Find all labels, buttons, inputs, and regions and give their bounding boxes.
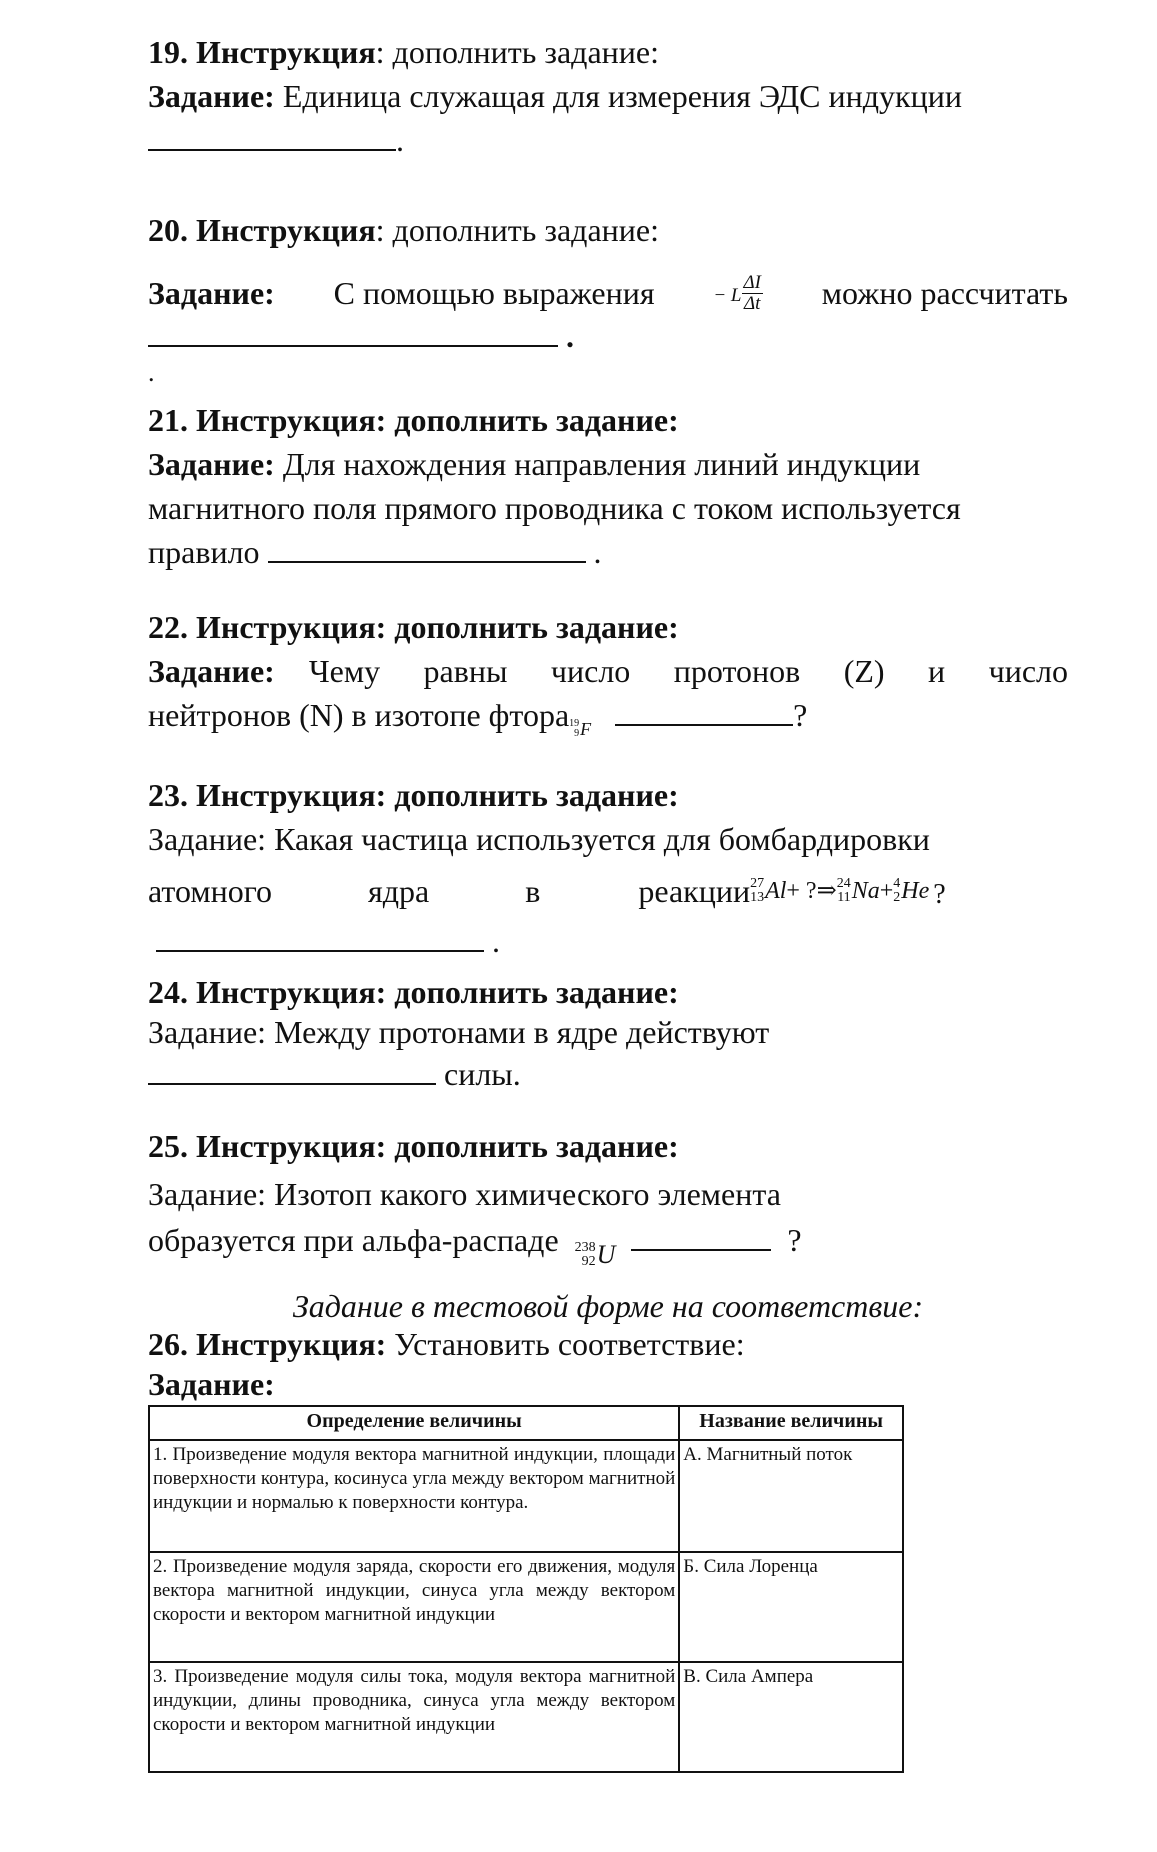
- q21-answer-blank[interactable]: [268, 531, 586, 563]
- q22-iso-z: 9: [574, 728, 580, 739]
- q24-instruction: 24. Инструкция: дополнить задание:: [148, 974, 679, 1010]
- q25-instruction: 25. Инструкция: дополнить задание:: [148, 1128, 679, 1164]
- q23-answer-blank[interactable]: [156, 920, 484, 952]
- q21-task-label: Задание:: [148, 446, 275, 482]
- q20-instruction-text: : дополнить задание:: [375, 212, 659, 248]
- q25-end-mark: ?: [787, 1222, 802, 1258]
- q22-line2: нейтронов (N) в изотопе фтора: [148, 697, 570, 733]
- table-cell-name: Б. Сила Лоренца: [679, 1552, 903, 1662]
- q20-fraction-denominator: Δt: [744, 293, 761, 315]
- q25-u-mass: 238: [574, 1240, 596, 1255]
- table-cell-definition: 1. Произведение модуля вектора магнитной индукции, площади поверхности контура, косинуса угла между вектором магнитной индукции и нормалью к поверхности контура.: [149, 1440, 679, 1552]
- table-cell-definition: 3. Произведение модуля силы тока, модуля вектора магнитной индукции, длины проводника, синуса угла между вектором скорости и вектором магнитной индукции: [149, 1662, 679, 1772]
- q23-word-reaction: реакции: [638, 873, 751, 909]
- q22-line1: Чему равны число протонов (Z) и число: [308, 653, 1068, 689]
- q23-reaction-arrow: + ?⇒: [786, 878, 837, 904]
- q21-line2: магнитного поля прямого проводника с током используется: [148, 490, 961, 526]
- q20-end-dot: .: [566, 318, 574, 354]
- table-cell-name: А. Магнитный поток: [679, 1440, 903, 1552]
- table-row: [149, 1552, 903, 1662]
- question-22: [148, 605, 1068, 751]
- q19-task-label: Задание:: [148, 78, 275, 114]
- q25-line2: образуется при альфа-распаде: [148, 1222, 559, 1258]
- table-row: [149, 1440, 903, 1552]
- q23-word-in: в: [525, 873, 541, 909]
- q22-fluorine-isotope: [569, 707, 591, 751]
- question-25: [148, 1124, 1068, 1277]
- q20-part2: можно рассчитать: [821, 275, 1068, 311]
- q22-end-mark: ?: [793, 697, 808, 733]
- q25-line1: Задание: Изотоп какого химического элемента: [148, 1176, 781, 1212]
- q19-instruction-text: : дополнить задание:: [375, 34, 659, 70]
- q20-task-label: Задание:: [148, 275, 275, 311]
- table-header-row: [149, 1406, 903, 1440]
- q23-line1: Задание: Какая частица используется для бомбардировки: [148, 821, 930, 857]
- q19-number: 19.: [148, 34, 188, 70]
- q20-instruction-label: Инструкция: [196, 212, 376, 248]
- table-header-definition: Определение величины: [149, 1406, 679, 1440]
- q25-u-symbol: U: [596, 1240, 616, 1269]
- table-cell-name: В. Сила Ампера: [679, 1662, 903, 1772]
- q20-stray-dot: .: [148, 358, 155, 387]
- q24-line2: силы.: [444, 1056, 521, 1092]
- section-title: Задание в тестовой форме на соответствие:: [292, 1288, 924, 1324]
- q23-end-dot: .: [492, 923, 500, 959]
- q21-line3: правило: [148, 534, 260, 570]
- q19-answer-blank[interactable]: [148, 119, 396, 151]
- q26-instruction-label: 26. Инструкция:: [148, 1326, 387, 1362]
- q23-he-mass: 4: [893, 876, 901, 891]
- q26-task-label: Задание:: [148, 1366, 275, 1402]
- q23-reaction-equation: [750, 869, 929, 913]
- q23-word-nucleus: ядра: [368, 873, 430, 909]
- q25-answer-blank[interactable]: [631, 1219, 771, 1251]
- q23-instruction: 23. Инструкция: дополнить задание:: [148, 777, 679, 813]
- q25-uranium-isotope: [575, 1233, 616, 1277]
- q23-he-z: 2: [893, 890, 901, 905]
- q22-task-label: Задание:: [148, 653, 275, 689]
- q19-end-dot: .: [396, 122, 404, 158]
- table-cell-definition: 2. Произведение модуля заряда, скорости его движения, модуля вектора магнитной индукции, синуса угла между вектором скорости и вектором магнитной индукции: [149, 1552, 679, 1662]
- q25-u-z: 92: [581, 1254, 596, 1269]
- question-20: [148, 208, 1068, 388]
- q20-formula: [713, 268, 763, 318]
- q26-instruction-text: Установить соответствие:: [386, 1326, 745, 1362]
- q23-question-mark: ?: [933, 879, 946, 910]
- q21-instruction: 21. Инструкция: дополнить задание:: [148, 402, 679, 438]
- q22-instruction: 22. Инструкция: дополнить задание:: [148, 609, 679, 645]
- q20-number: 20.: [148, 212, 188, 248]
- q23-na-z: 11: [837, 890, 851, 905]
- q19-task-text: Единица служащая для измерения ЭДС индукции: [274, 78, 962, 114]
- q21-end-dot: .: [593, 534, 602, 570]
- question-24: [148, 970, 1068, 1096]
- q22-iso-symbol: F: [580, 719, 592, 739]
- q24-answer-blank[interactable]: [148, 1053, 436, 1085]
- q24-line1: Задание: Между протонами в ядре действуют: [148, 1014, 770, 1050]
- question-21: [148, 398, 1068, 574]
- q20-fraction-numerator: ΔI: [743, 272, 761, 294]
- q23-al-mass: 27: [750, 876, 765, 891]
- q20-formula-prefix: − L: [713, 285, 742, 306]
- table-row: [149, 1662, 903, 1772]
- q20-part1: С помощью выражения: [333, 275, 655, 311]
- q23-he-symbol: He: [901, 878, 930, 904]
- q21-line1: Для нахождения направления линий индукции: [274, 446, 921, 482]
- question-19: [148, 30, 1068, 162]
- q19-instruction-label: Инструкция: [196, 34, 376, 70]
- q23-na-mass: 24: [836, 876, 851, 891]
- question-26: [148, 1324, 1068, 1404]
- q20-fraction: [742, 273, 763, 314]
- q23-al-symbol: Al: [765, 878, 787, 904]
- q23-word-atomic: атомного: [148, 873, 273, 909]
- q23-al-z: 13: [750, 890, 765, 905]
- matching-table: [148, 1405, 904, 1773]
- q22-answer-blank[interactable]: [615, 694, 793, 726]
- q20-answer-blank[interactable]: [148, 315, 558, 347]
- question-23: [148, 773, 1068, 963]
- q23-plus: +: [879, 878, 894, 904]
- table-header-name: Название величины: [679, 1406, 903, 1440]
- q23-na-symbol: Na: [851, 878, 880, 904]
- q22-iso-mass: 19: [569, 718, 580, 729]
